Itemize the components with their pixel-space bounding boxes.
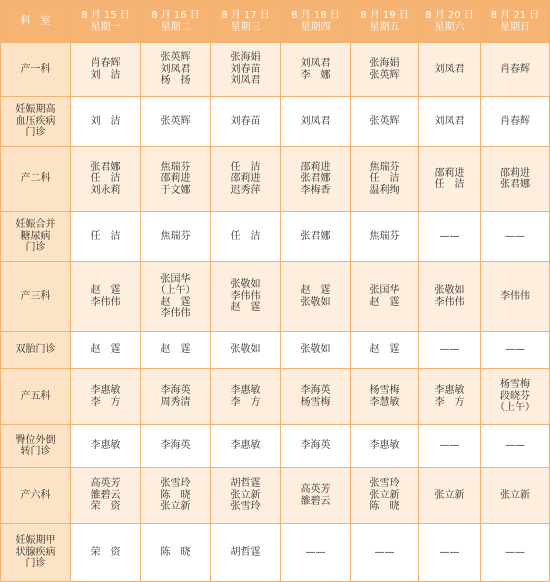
doctor-name: 高英芳 [90, 478, 121, 490]
day-date: 8 月 16 日 [151, 9, 200, 21]
doctor-name: 张雪玲 [230, 501, 261, 513]
duty-cell [281, 97, 351, 147]
doctor-name: —— [505, 344, 525, 356]
department-name [1, 43, 71, 97]
duty-cell [71, 43, 141, 97]
doctor-name: 刘凤君 [434, 115, 465, 127]
doctor-name: 任 洁 [230, 230, 261, 242]
duty-cell [351, 425, 419, 468]
doctor-name: 张敬如 [434, 285, 465, 296]
day-header [211, 1, 281, 43]
duty-cell [71, 97, 141, 147]
doctor-name: 赵 霆 [300, 285, 331, 296]
duty-cell [281, 425, 351, 468]
doctor-name: 邵莉进 [500, 167, 530, 179]
doctor-name: 迟秀萍 [230, 184, 261, 196]
duty-cell [71, 468, 141, 524]
doctor-name: 李海英 [160, 440, 191, 452]
department-name [1, 425, 71, 468]
schedule-row [1, 468, 550, 524]
duty-cell [211, 262, 281, 332]
day-weekday: 星期六 [434, 21, 465, 33]
doctor-name: 刘春苗 [230, 115, 261, 127]
department-name [1, 332, 71, 369]
doctor-name: 张英辉 [369, 115, 400, 127]
department-name-line: 妊娠合并 [15, 219, 56, 231]
department-name-line: 门诊 [25, 127, 46, 139]
doctor-name: 李伟伟 [500, 290, 530, 302]
day-date: 8 月 18 日 [291, 9, 340, 21]
doctor-name: 雒碧云 [300, 495, 331, 507]
duty-cell [211, 147, 281, 212]
duty-cell [419, 212, 481, 262]
duty-cell [71, 524, 141, 582]
day-header [481, 1, 550, 43]
doctor-name: 高英芳 [300, 484, 331, 495]
doctor-name: 张敬如 [230, 279, 261, 291]
department-name-line: 转门诊 [20, 446, 51, 457]
day-date: 8 月 15 日 [81, 9, 130, 21]
doctor-name: 张君娜 [500, 179, 530, 190]
duty-cell [351, 97, 419, 147]
duty-cell [211, 212, 281, 262]
duty-cell [211, 468, 281, 524]
doctor-name: 肖春辉 [90, 58, 121, 69]
doctor-name: 李惠敏 [90, 385, 121, 396]
doctor-name: —— [505, 230, 525, 242]
duty-cell [211, 43, 281, 97]
doctor-name: 张英辉 [160, 115, 191, 127]
doctor-name: —— [439, 546, 460, 558]
doctor-name: 雒碧云 [90, 489, 121, 501]
duty-cell [141, 369, 211, 425]
duty-cell [351, 212, 419, 262]
schedule-row [1, 524, 550, 582]
doctor-name: 焦瑞芬 [369, 161, 400, 173]
duty-cell [211, 369, 281, 425]
duty-cell [141, 524, 211, 582]
doctor-name: —— [374, 546, 395, 558]
department-name [1, 262, 71, 332]
duty-cell [351, 43, 419, 97]
doctor-name: 任 洁 [434, 179, 465, 190]
duty-cell [351, 369, 419, 425]
doctor-name: 张雪玲 [369, 478, 400, 490]
doctor-name: 段晓芬 [500, 390, 530, 402]
department-name-line: 状腺疾病 [15, 546, 56, 558]
duty-cell [141, 147, 211, 212]
duty-cell [351, 332, 419, 369]
department-name-line: 产五科 [20, 390, 51, 402]
doctor-name: —— [505, 440, 525, 452]
doctor-name: 任 洁 [230, 161, 261, 173]
doctor-name: 陈 晓 [160, 489, 191, 501]
duty-cell [419, 425, 481, 468]
schedule-row [1, 425, 550, 468]
day-weekday: 星期五 [369, 21, 400, 33]
duty-cell [141, 212, 211, 262]
duty-cell [481, 43, 550, 97]
doctor-name: 张海娟 [230, 52, 261, 64]
doctor-name: 张英辉 [160, 52, 191, 64]
department-name-line: 门诊 [25, 558, 46, 570]
doctor-name: 张立新 [160, 501, 191, 513]
day-date: 8 月 20 日 [425, 9, 474, 21]
department-name-line: 双胎门诊 [15, 344, 56, 356]
doctor-name: 李 方 [434, 396, 465, 408]
doctor-name: 李 娜 [300, 69, 331, 81]
duty-cell [419, 524, 481, 582]
duty-cell [71, 332, 141, 369]
duty-cell [481, 468, 550, 524]
doctor-name: 刘凤君 [300, 115, 331, 127]
doctor-name: 李惠敏 [434, 385, 465, 396]
doctor-name: 李海英 [160, 385, 191, 396]
schedule-row [1, 43, 550, 97]
doctor-name: 焦瑞芬 [160, 161, 191, 173]
department-name-line: 糖尿病 [20, 230, 51, 242]
doctor-name: 邵莉进 [434, 167, 465, 179]
doctor-name: —— [305, 546, 326, 558]
duty-cell [419, 332, 481, 369]
doctor-name: 张雪玲 [160, 478, 191, 490]
doctor-name: 李梅香 [300, 184, 331, 196]
schedule-row [1, 332, 550, 369]
doctor-name: 李伟伟 [160, 308, 191, 319]
doctor-name: 张立新 [434, 489, 465, 501]
doctor-name: 张君娜 [300, 230, 331, 242]
doctor-name: 李伟伟 [90, 296, 121, 308]
department-name-line: 产二科 [20, 173, 51, 185]
department-name [1, 147, 71, 212]
day-date: 8 月 17 日 [221, 9, 270, 21]
doctor-name: 张国华 [160, 273, 191, 285]
doctor-name: 赵 霆 [230, 302, 261, 314]
duty-cell [419, 147, 481, 212]
doctor-name: 杨雪梅 [369, 385, 400, 396]
department-name [1, 524, 71, 582]
department-name [1, 97, 71, 147]
doctor-name: 张敬如 [300, 344, 331, 356]
doctor-name: 李惠敏 [230, 440, 261, 452]
day-weekday: 星期日 [500, 21, 530, 33]
doctor-name: 李海英 [300, 385, 331, 396]
doctor-name: 李伟伟 [434, 296, 465, 308]
duty-cell [419, 97, 481, 147]
doctor-name: 刘永莉 [90, 184, 121, 196]
header-row [1, 1, 550, 43]
duty-cell [71, 212, 141, 262]
doctor-name: —— [439, 440, 460, 452]
department-name-line: 妊娠期高 [15, 104, 56, 116]
duty-cell [419, 369, 481, 425]
duty-cell [481, 212, 550, 262]
doctor-name: 肖春辉 [500, 63, 530, 75]
doctor-name: 张君娜 [90, 161, 121, 173]
duty-cell [481, 262, 550, 332]
doctor-name: 赵 霆 [90, 285, 121, 296]
doctor-name: 刘凤君 [230, 75, 261, 87]
doctor-name: 张国华 [369, 285, 400, 296]
schedule-row [1, 262, 550, 332]
doctor-name: （上午） [495, 402, 535, 414]
duty-cell [141, 97, 211, 147]
day-header [71, 1, 141, 43]
doctor-name: 焦瑞芬 [369, 230, 400, 242]
duty-cell [419, 262, 481, 332]
duty-cell [211, 524, 281, 582]
doctor-name: 李惠敏 [369, 440, 400, 452]
duty-cell [141, 43, 211, 97]
schedule-row [1, 97, 550, 147]
day-header [281, 1, 351, 43]
doctor-name: 刘凤君 [160, 63, 191, 75]
doctor-name: 于文娜 [160, 184, 191, 196]
duty-cell [419, 468, 481, 524]
department-name-line: 臀位外倒 [15, 434, 56, 446]
doctor-name: 李惠敏 [230, 385, 261, 396]
doctor-name: 肖春辉 [500, 115, 530, 127]
doctor-name: 张立新 [230, 489, 261, 501]
doctor-name: 赵 霆 [369, 344, 400, 356]
duty-cell [281, 43, 351, 97]
duty-cell [141, 262, 211, 332]
doctor-name: 赵 霆 [160, 296, 191, 308]
department-name-line: 血压疾病 [15, 115, 56, 127]
doctor-name: 赵 霆 [369, 296, 400, 308]
duty-cell [481, 147, 550, 212]
doctor-name: 杨雪梅 [500, 379, 530, 391]
doctor-name: 张立新 [369, 489, 400, 501]
doctor-name: 赵 霆 [160, 344, 191, 356]
doctor-name: 张敬如 [230, 344, 261, 356]
doctor-name: 李 方 [230, 396, 261, 408]
duty-cell [71, 262, 141, 332]
department-name [1, 369, 71, 425]
day-header [351, 1, 419, 43]
duty-cell [351, 524, 419, 582]
doctor-name: 张敬如 [300, 296, 331, 308]
duty-cell [141, 468, 211, 524]
duty-cell [281, 332, 351, 369]
duty-cell [281, 468, 351, 524]
day-weekday: 星期三 [230, 21, 261, 33]
department-name-line: 产三科 [20, 290, 51, 302]
duty-cell [141, 425, 211, 468]
duty-cell [351, 262, 419, 332]
day-header [419, 1, 481, 43]
duty-cell [281, 147, 351, 212]
doctor-name: 胡哲霆 [230, 478, 261, 490]
doctor-name: 李 方 [90, 396, 121, 408]
day-weekday: 星期四 [300, 21, 331, 33]
duty-cell [211, 425, 281, 468]
doctor-name: 李惠敏 [90, 440, 121, 452]
duty-cell [71, 369, 141, 425]
duty-cell [281, 369, 351, 425]
day-header [141, 1, 211, 43]
schedule-row [1, 369, 550, 425]
duty-cell [211, 97, 281, 147]
doctor-name: 邵莉进 [230, 173, 261, 185]
doctor-name: 任 洁 [369, 173, 400, 185]
department-name [1, 212, 71, 262]
doctor-name: 张英辉 [369, 69, 400, 81]
doctor-name: （上午） [155, 285, 196, 296]
doctor-name: 任 洁 [90, 230, 121, 242]
duty-cell [281, 212, 351, 262]
day-weekday: 星期二 [160, 21, 191, 33]
doctor-name: 邵莉进 [300, 161, 331, 173]
duty-cell [141, 332, 211, 369]
doctor-name: 刘 洁 [90, 69, 121, 81]
schedule-row [1, 147, 550, 212]
duty-cell [351, 147, 419, 212]
doctor-name: 张立新 [500, 489, 530, 501]
duty-cell [481, 524, 550, 582]
duty-cell [481, 425, 550, 468]
doctor-name: 张海娟 [369, 58, 400, 69]
doctor-name: 温利绚 [369, 184, 400, 196]
department-name-line: 妊娠期甲 [15, 535, 56, 547]
doctor-name: 张君娜 [300, 173, 331, 185]
doctor-name: 胡哲霆 [230, 546, 261, 558]
duty-cell [481, 369, 550, 425]
doctor-name: 赵 霆 [90, 344, 121, 356]
doctor-name: 李伟伟 [230, 290, 261, 302]
schedule-row [1, 212, 550, 262]
doctor-name: 任 洁 [90, 173, 121, 185]
duty-cell [481, 332, 550, 369]
doctor-name: 杨雪梅 [300, 396, 331, 408]
duty-cell [281, 524, 351, 582]
duty-cell [281, 262, 351, 332]
doctor-name: 周秀清 [160, 396, 191, 408]
doctor-name: 李慧敏 [369, 396, 400, 408]
doctor-name: 陈 晓 [160, 546, 191, 558]
doctor-name: 刘凤君 [434, 63, 465, 75]
duty-cell [351, 468, 419, 524]
schedule-body [1, 43, 550, 582]
duty-cell [71, 147, 141, 212]
doctor-name: 刘凤君 [300, 58, 331, 69]
department-name-line: 门诊 [25, 242, 46, 254]
doctor-name: 荣 资 [90, 501, 121, 513]
doctor-name: —— [439, 344, 460, 356]
duty-cell [211, 332, 281, 369]
duty-cell [71, 425, 141, 468]
doctor-name: —— [505, 546, 525, 558]
doctor-name: 荣 资 [90, 546, 121, 558]
doctor-name: 杨 扬 [160, 75, 191, 87]
duty-cell [419, 43, 481, 97]
duty-cell [481, 97, 550, 147]
department-name-line: 产一科 [20, 63, 51, 75]
dept-column-header: 科 室 [1, 1, 71, 43]
doctor-name: 刘春苗 [230, 63, 261, 75]
doctor-name: 邵莉进 [160, 173, 191, 185]
doctor-name: —— [439, 230, 460, 242]
day-date: 8 月 19 日 [360, 9, 409, 21]
day-weekday: 星期一 [90, 21, 121, 33]
doctor-name: 李海英 [300, 440, 331, 452]
doctor-name: 陈 晓 [369, 501, 400, 513]
doctor-name: 刘 洁 [90, 115, 121, 127]
department-name-line: 产六科 [20, 489, 51, 501]
day-date: 8 月 21 日 [490, 9, 540, 21]
doctor-name: 焦瑞芬 [160, 230, 191, 242]
department-name [1, 468, 71, 524]
